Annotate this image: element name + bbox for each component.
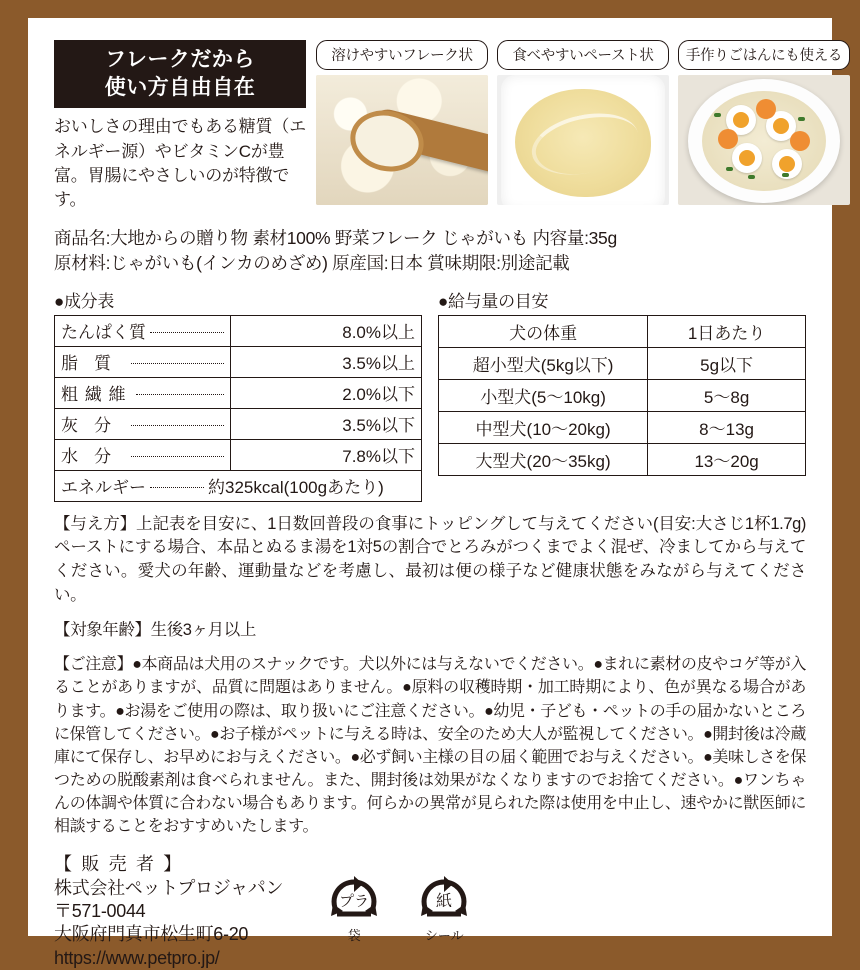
nutrition-name-cell	[55, 346, 231, 377]
seller-block	[54, 850, 283, 970]
seller-url[interactable]: https://www.petpro.jp/	[54, 947, 220, 968]
feeding-table	[438, 315, 806, 476]
product-info-line-2: 原材料:じゃがいも(インカのめざめ) 原産国:日本 賞味期限:別途記載	[54, 253, 570, 274]
svg-text:紙: 紙	[436, 892, 453, 910]
dot-leader	[136, 394, 224, 395]
feeding-title: ●給与量の目安	[438, 291, 549, 311]
dot-leader	[150, 487, 204, 488]
nutrition-value: 7.8%以下	[231, 439, 422, 470]
feeding-block	[438, 287, 806, 502]
nutrition-value: 8.0%以上	[231, 315, 422, 346]
recycle-arrows-icon	[323, 872, 385, 924]
feeding-weight: 小型犬(5〜10kg)	[439, 379, 648, 411]
homemade-photo	[678, 75, 850, 205]
nutrition-name: 灰分	[61, 416, 128, 436]
nutrition-title: ●成分表	[54, 291, 115, 311]
boiled-egg-slice	[732, 143, 762, 173]
nutrition-name: エネルギー	[61, 478, 146, 498]
carrot-piece	[718, 129, 738, 149]
carrot-piece	[790, 131, 810, 151]
nutrition-name-cell	[55, 408, 231, 439]
nutrition-name-cell	[55, 439, 231, 470]
headline-banner	[54, 40, 306, 108]
nutrition-value: 2.0%以下	[231, 377, 422, 408]
nutrition-name: 脂質	[61, 354, 128, 374]
feeding-weight: 中型犬(10〜20kg)	[439, 411, 648, 443]
seller-address: 大阪府門真市松生町6-20	[54, 924, 249, 945]
feeding-amount: 8〜13g	[648, 411, 806, 443]
herb-bit	[782, 173, 789, 177]
dot-leader	[131, 456, 224, 457]
dot-leader	[131, 425, 224, 426]
nutrition-value: 3.5%以上	[231, 346, 422, 377]
herb-bit	[714, 113, 721, 117]
photo-card-paste	[497, 40, 669, 205]
headline-line-1: フレークだから	[105, 48, 255, 71]
table-row	[55, 439, 422, 470]
energy-cell	[55, 470, 422, 501]
feeding-weight: 超小型犬(5kg以下)	[439, 347, 648, 379]
dot-leader	[131, 363, 224, 364]
herb-bit	[798, 117, 805, 121]
nutrition-block	[54, 287, 422, 502]
nutrition-value: 3.5%以下	[231, 408, 422, 439]
carrot-piece	[756, 99, 776, 119]
herb-bit	[748, 175, 755, 179]
paper-recycle-mark	[413, 872, 475, 944]
feeding-amount: 13〜20g	[648, 443, 806, 475]
feeding-header-amount: 1日あたり	[648, 315, 806, 347]
nutrition-name-cell	[55, 315, 231, 346]
table-header-row	[439, 315, 806, 347]
footer-section	[54, 850, 806, 970]
table-row	[439, 411, 806, 443]
target-age-text: 【対象年齢】生後3ヶ月以上	[54, 620, 256, 639]
table-row	[55, 470, 422, 501]
egg-yolk	[779, 156, 795, 172]
feeding-header-weight: 犬の体重	[439, 315, 648, 347]
nutrition-table	[54, 315, 422, 502]
paper-mark-caption: シール	[424, 927, 464, 943]
dot-leader	[150, 332, 224, 333]
lead-text: おいしさの理由でもある糖質（エネルギー源）やビタミンCが豊富。胃腸にやさしいのが特徴です。	[54, 117, 306, 209]
table-row	[55, 408, 422, 439]
product-info-line-1: 商品名:大地からの贈り物 素材100% 野菜フレーク じゃがいも 内容量:35g	[54, 227, 617, 248]
photo-label-homemade: 手作りごはんにも使える	[678, 40, 850, 70]
nutrition-name-cell	[55, 377, 231, 408]
seller-company: 株式会社ペットプロジャパン	[54, 877, 284, 898]
egg-yolk	[739, 150, 755, 166]
nutrition-name: 水分	[61, 447, 128, 467]
nutrition-value: 約325kcal(100gあたり)	[208, 478, 384, 498]
tables-section	[54, 287, 806, 502]
egg-yolk	[773, 118, 789, 134]
plastic-mark-caption: 袋	[347, 927, 361, 943]
svg-text:プラ: プラ	[339, 892, 370, 910]
photo-card-flake	[316, 40, 488, 205]
caution-text: 【ご注意】●本商品は犬用のスナックです。犬以外には与えないでください。●まれに素材の皮やコゲ等が入ることがありますが、品質に問題はありません。●原料の収穫時期・加工時期により、色が異なる場合があります。●お湯をご使用の際は、取り扱いにご注意ください。●幼児・子ども・ペットの手の届かないところに保管してください。●お子様がペットに与える時は、安全のため大人が監視してください。●開封後は冷蔵庫にて保存し、お早めにお与えください。●必ず飼い主様の目の届く範囲でお与えください。●美味しさを保つための脱酸素剤は食べられません。また、開封後は効果がなくなりますのでお捨てください。●ワンちゃんの体調や体質に合わない場合もあります。何らかの異常が見られた際は使用を中止し、速やかに獣医師に相談することをおすすめいたします。	[54, 656, 806, 835]
table-row	[439, 443, 806, 475]
flake-photo	[316, 75, 488, 205]
product-label-page	[28, 18, 843, 968]
nutrition-name: たんぱく質	[61, 323, 146, 343]
intro-block	[54, 40, 306, 212]
feeding-weight: 大型犬(20〜35kg)	[439, 443, 648, 475]
photo-card-homemade	[678, 40, 850, 205]
photo-gallery	[316, 40, 850, 205]
photo-label-paste: 食べやすいペースト状	[497, 40, 669, 70]
seller-title: 【 販 売 者 】	[54, 853, 184, 874]
table-row	[439, 347, 806, 379]
nutrition-name: 粗繊維	[61, 385, 133, 405]
table-row	[439, 379, 806, 411]
product-info	[54, 226, 806, 277]
photo-label-flake: 溶けやすいフレーク状	[316, 40, 488, 70]
how-to-use-text: 【与え方】上記表を目安に、1日数回普段の食事にトッピングして与えてください(目安:大さじ1杯1.7g)ペーストにする場合、本品とぬるま湯を1対5の割合でとろみがつくまでよく混ぜ、冷ましてから与えてください。愛犬の年齢、運動量などを考慮し、最初は便の様子など健康状態をみながら与えてください。	[54, 514, 806, 604]
paste-photo	[497, 75, 669, 205]
table-row	[55, 346, 422, 377]
table-row	[55, 377, 422, 408]
recycle-marks	[323, 872, 475, 944]
herb-bit	[726, 167, 733, 171]
feeding-amount: 5g以下	[648, 347, 806, 379]
table-row	[55, 315, 422, 346]
plastic-recycle-mark	[323, 872, 385, 944]
recycle-arrows-icon	[413, 872, 475, 924]
seller-postal: 〒571-0044	[54, 901, 146, 922]
egg-yolk	[733, 112, 749, 128]
headline-line-2: 使い方自由自在	[104, 75, 256, 99]
top-section	[54, 40, 843, 212]
feeding-amount: 5〜8g	[648, 379, 806, 411]
